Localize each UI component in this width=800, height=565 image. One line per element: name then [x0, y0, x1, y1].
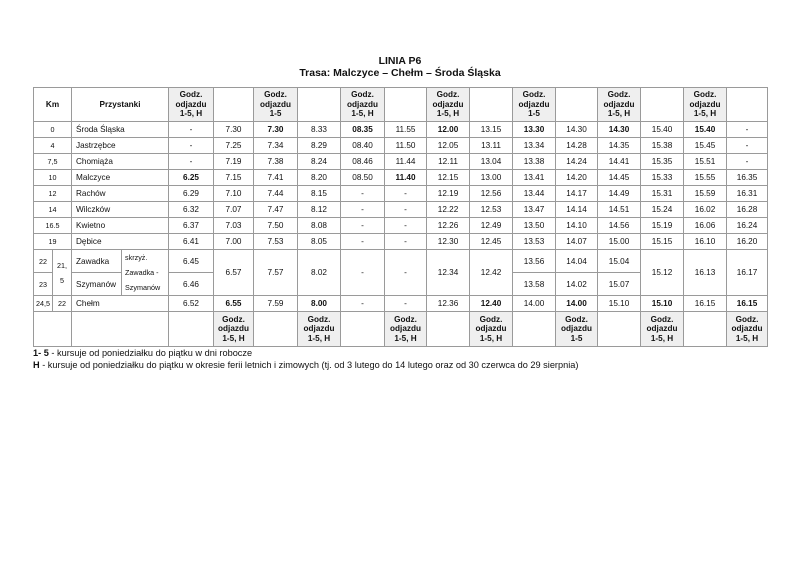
stop-name: Zawadka: [72, 250, 122, 273]
departure-time: 12.26: [427, 218, 470, 234]
departure-time: 14.35: [598, 138, 641, 154]
header-departure-col-12: [641, 88, 684, 122]
header-departure-col-9: Godz. odjazdu 1-5: [513, 88, 556, 122]
departure-time: 14.51: [598, 202, 641, 218]
header-departure-col-2: [214, 88, 254, 122]
departure-time: 12.42: [470, 250, 513, 296]
departure-time: 6.45: [169, 250, 214, 273]
departure-time: 11.44: [385, 154, 427, 170]
km-cell: 7,5: [34, 154, 72, 170]
header-row: [34, 88, 768, 122]
km-alt-cell: 21, 5: [53, 250, 72, 296]
departure-time: 14.24: [556, 154, 598, 170]
departure-time: 13.56: [513, 250, 556, 273]
departure-time: 12.30: [427, 234, 470, 250]
footer-departure-col-2: Godz. odjazdu 1-5, H: [214, 312, 254, 347]
departure-time: -: [385, 234, 427, 250]
departure-time: 7.59: [254, 296, 298, 312]
table-row: [34, 138, 768, 154]
departure-time: -: [385, 296, 427, 312]
departure-time: 16.28: [727, 202, 768, 218]
km-cell: 14: [34, 202, 72, 218]
departure-time: 13.04: [470, 154, 513, 170]
departure-time: 6.25: [169, 170, 214, 186]
departure-time: 13.30: [513, 122, 556, 138]
departure-time: 15.10: [598, 296, 641, 312]
departure-time: 14.04: [556, 250, 598, 273]
footer-departure-col-6: Godz. odjazdu 1-5, H: [385, 312, 427, 347]
stops-header: Przystanki: [72, 88, 169, 122]
footer-departure-col-10: Godz. odjazdu 1-5: [556, 312, 598, 347]
departure-time: 12.19: [427, 186, 470, 202]
departure-time: 15.45: [684, 138, 727, 154]
departure-time: 14.30: [556, 122, 598, 138]
stop-name: Dębice: [72, 234, 169, 250]
departure-time: 16.02: [684, 202, 727, 218]
departure-time: 8.05: [298, 234, 341, 250]
departure-time: -: [385, 218, 427, 234]
departure-time: -: [169, 138, 214, 154]
table-row: [34, 234, 768, 250]
footer-stops-blank: [72, 312, 169, 347]
departure-time: 16.15: [684, 296, 727, 312]
legend-notes: [33, 347, 578, 371]
departure-time: 7.10: [214, 186, 254, 202]
departure-time: 7.38: [254, 154, 298, 170]
departure-time: 12.53: [470, 202, 513, 218]
departure-time: 7.15: [214, 170, 254, 186]
header-departure-col-14: [727, 88, 768, 122]
header-departure-col-7: Godz. odjazdu 1-5, H: [427, 88, 470, 122]
departure-time: 15.15: [641, 234, 684, 250]
footer-departure-col-14: Godz. odjazdu 1-5, H: [727, 312, 768, 347]
departure-time: 15.59: [684, 186, 727, 202]
departure-time: 6.37: [169, 218, 214, 234]
departure-time: 14.10: [556, 218, 598, 234]
departure-time: 12.15: [427, 170, 470, 186]
footer-departure-col-11: [598, 312, 641, 347]
departure-time: 8.20: [298, 170, 341, 186]
departure-time: 14.28: [556, 138, 598, 154]
departure-time: 16.20: [727, 234, 768, 250]
departure-time: -: [341, 234, 385, 250]
departure-time: 12.00: [427, 122, 470, 138]
departure-time: 14.02: [556, 273, 598, 296]
departure-time: 15.04: [598, 250, 641, 273]
departure-time: 14.45: [598, 170, 641, 186]
crossing-note: skrzyż. Zawadka - Szymanów: [122, 250, 169, 296]
departure-time: 11.50: [385, 138, 427, 154]
footer-departure-col-7: [427, 312, 470, 347]
departure-time: 15.10: [641, 296, 684, 312]
departure-time: 7.44: [254, 186, 298, 202]
header-departure-col-4: [298, 88, 341, 122]
header-departure-col-1: Godz. odjazdu 1-5, H: [169, 88, 214, 122]
departure-time: -: [169, 122, 214, 138]
departure-time: 13.47: [513, 202, 556, 218]
departure-time: 12.22: [427, 202, 470, 218]
departure-time: 13.15: [470, 122, 513, 138]
departure-time: 7.47: [254, 202, 298, 218]
departure-time: -: [385, 202, 427, 218]
departure-time: 16.31: [727, 186, 768, 202]
stop-name: Szymanów: [72, 273, 122, 296]
km-cell: 4: [34, 138, 72, 154]
departure-time: -: [385, 250, 427, 296]
departure-time: 8.15: [298, 186, 341, 202]
footer-departure-col-1: [169, 312, 214, 347]
departure-time: 14.41: [598, 154, 641, 170]
note-key-holidays: H: [33, 360, 40, 370]
departure-time: 14.00: [513, 296, 556, 312]
table-row-zawadka: [34, 250, 768, 273]
footer-row: [34, 312, 768, 347]
departure-time: 08.46: [341, 154, 385, 170]
departure-time: -: [341, 202, 385, 218]
departure-time: 6.29: [169, 186, 214, 202]
km-cell: 12: [34, 186, 72, 202]
km-cell: 23: [34, 273, 53, 296]
departure-time: 7.25: [214, 138, 254, 154]
departure-time: 13.44: [513, 186, 556, 202]
departure-time: 11.55: [385, 122, 427, 138]
km-cell: 22: [34, 250, 53, 273]
departure-time: 15.51: [684, 154, 727, 170]
departure-time: 7.30: [214, 122, 254, 138]
departure-time: -: [727, 138, 768, 154]
departure-time: 15.31: [641, 186, 684, 202]
departure-time: 14.00: [556, 296, 598, 312]
stop-name: Kwietno: [72, 218, 169, 234]
departure-time: 12.11: [427, 154, 470, 170]
footer-departure-col-3: [254, 312, 298, 347]
note-text-holidays: - kursuje od poniedziałku do piątku w okresie ferii letnich i zimowych (tj. od 3 lutego do 14 lutego oraz od 30 czerwca do 29 sierpnia): [39, 360, 579, 370]
departure-time: 13.53: [513, 234, 556, 250]
departure-time: 8.02: [298, 250, 341, 296]
departure-time: 8.00: [298, 296, 341, 312]
stop-name: Środa Śląska: [72, 122, 169, 138]
departure-time: 15.07: [598, 273, 641, 296]
stop-name: Malczyce: [72, 170, 169, 186]
departure-time: 6.52: [169, 296, 214, 312]
departure-time: 6.32: [169, 202, 214, 218]
departure-time: 12.49: [470, 218, 513, 234]
departure-time: 14.14: [556, 202, 598, 218]
departure-time: -: [341, 250, 385, 296]
departure-time: 16.06: [684, 218, 727, 234]
stop-name: Chełm: [72, 296, 169, 312]
departure-time: 7.00: [214, 234, 254, 250]
departure-time: -: [385, 186, 427, 202]
departure-time: 7.30: [254, 122, 298, 138]
departure-time: 13.41: [513, 170, 556, 186]
departure-time: 7.50: [254, 218, 298, 234]
departure-time: 15.33: [641, 170, 684, 186]
table-row: [34, 154, 768, 170]
header-departure-col-8: [470, 88, 513, 122]
departure-time: 14.49: [598, 186, 641, 202]
departure-time: 15.38: [641, 138, 684, 154]
header-departure-col-3: Godz. odjazdu 1-5: [254, 88, 298, 122]
departure-time: 15.55: [684, 170, 727, 186]
km-alt-cell: 22: [53, 296, 72, 312]
header-departure-col-5: Godz. odjazdu 1-5, H: [341, 88, 385, 122]
departure-time: 12.05: [427, 138, 470, 154]
departure-time: 16.24: [727, 218, 768, 234]
table-row: [34, 202, 768, 218]
departure-time: 6.46: [169, 273, 214, 296]
departure-time: 7.19: [214, 154, 254, 170]
km-cell: 10: [34, 170, 72, 186]
table-row: [34, 122, 768, 138]
footer-departure-col-12: Godz. odjazdu 1-5, H: [641, 312, 684, 347]
departure-time: 13.38: [513, 154, 556, 170]
departure-time: 13.00: [470, 170, 513, 186]
footer-departure-col-5: [341, 312, 385, 347]
departure-time: -: [727, 154, 768, 170]
timetable: [33, 87, 768, 347]
table-row: [34, 186, 768, 202]
stop-name: Wilczków: [72, 202, 169, 218]
departure-time: 7.53: [254, 234, 298, 250]
departure-time: 15.40: [641, 122, 684, 138]
departure-time: 16.10: [684, 234, 727, 250]
departure-time: 15.40: [684, 122, 727, 138]
departure-time: 8.08: [298, 218, 341, 234]
departure-time: 15.19: [641, 218, 684, 234]
departure-time: 12.36: [427, 296, 470, 312]
departure-time: -: [341, 296, 385, 312]
departure-time: 08.50: [341, 170, 385, 186]
departure-time: -: [727, 122, 768, 138]
note-holidays: [33, 359, 578, 371]
departure-time: 6.41: [169, 234, 214, 250]
departure-time: 8.33: [298, 122, 341, 138]
departure-time: 6.55: [214, 296, 254, 312]
departure-time: 12.45: [470, 234, 513, 250]
note-key-weekdays: 1- 5: [33, 348, 49, 358]
departure-time: 11.40: [385, 170, 427, 186]
km-cell: 16.5: [34, 218, 72, 234]
table-row: [34, 218, 768, 234]
departure-time: 16.35: [727, 170, 768, 186]
stop-name: Chomiąża: [72, 154, 169, 170]
departure-time: 12.40: [470, 296, 513, 312]
departure-time: 16.13: [684, 250, 727, 296]
footer-km-blank: [34, 312, 72, 347]
note-weekdays: [33, 347, 578, 359]
departure-time: 15.35: [641, 154, 684, 170]
departure-time: 13.50: [513, 218, 556, 234]
departure-time: 14.07: [556, 234, 598, 250]
km-header: Km: [34, 88, 72, 122]
route-title: Trasa: Malczyce – Chełm – Środa Śląska: [299, 67, 501, 79]
header-departure-col-6: [385, 88, 427, 122]
header-departure-col-13: Godz. odjazdu 1-5, H: [684, 88, 727, 122]
footer-departure-col-9: [513, 312, 556, 347]
footer-departure-col-13: [684, 312, 727, 347]
departure-time: 13.58: [513, 273, 556, 296]
departure-time: 13.11: [470, 138, 513, 154]
departure-time: 08.40: [341, 138, 385, 154]
km-cell: 19: [34, 234, 72, 250]
departure-time: -: [169, 154, 214, 170]
header-departure-col-11: Godz. odjazdu 1-5, H: [598, 88, 641, 122]
departure-time: 16.17: [727, 250, 768, 296]
note-text-weekdays: - kursuje od poniedziałku do piątku w dni robocze: [48, 348, 253, 358]
departure-time: 14.17: [556, 186, 598, 202]
departure-time: 12.34: [427, 250, 470, 296]
table-row-chelm: [34, 296, 768, 312]
header-departure-col-10: [556, 88, 598, 122]
departure-time: -: [341, 186, 385, 202]
footer-departure-col-8: Godz. odjazdu 1-5, H: [470, 312, 513, 347]
departure-time: 7.41: [254, 170, 298, 186]
table-row: [34, 170, 768, 186]
departure-time: 8.24: [298, 154, 341, 170]
footer-departure-col-4: Godz. odjazdu 1-5, H: [298, 312, 341, 347]
departure-time: 15.00: [598, 234, 641, 250]
km-cell: 0: [34, 122, 72, 138]
departure-time: 7.03: [214, 218, 254, 234]
departure-time: 7.34: [254, 138, 298, 154]
departure-time: 14.20: [556, 170, 598, 186]
departure-time: 14.30: [598, 122, 641, 138]
departure-time: 08.35: [341, 122, 385, 138]
stop-name: Jastrzębce: [72, 138, 169, 154]
km-cell: 24,5: [34, 296, 53, 312]
departure-time: -: [341, 218, 385, 234]
departure-time: 7.07: [214, 202, 254, 218]
stop-name: Rachów: [72, 186, 169, 202]
departure-time: 8.12: [298, 202, 341, 218]
departure-time: 13.34: [513, 138, 556, 154]
line-title: LINIA P6: [378, 55, 422, 67]
departure-time: 7.57: [254, 250, 298, 296]
departure-time: 14.56: [598, 218, 641, 234]
departure-time: 6.57: [214, 250, 254, 296]
departure-time: 12.56: [470, 186, 513, 202]
departure-time: 15.24: [641, 202, 684, 218]
departure-time: 8.29: [298, 138, 341, 154]
departure-time: 15.12: [641, 250, 684, 296]
departure-time: 16.15: [727, 296, 768, 312]
